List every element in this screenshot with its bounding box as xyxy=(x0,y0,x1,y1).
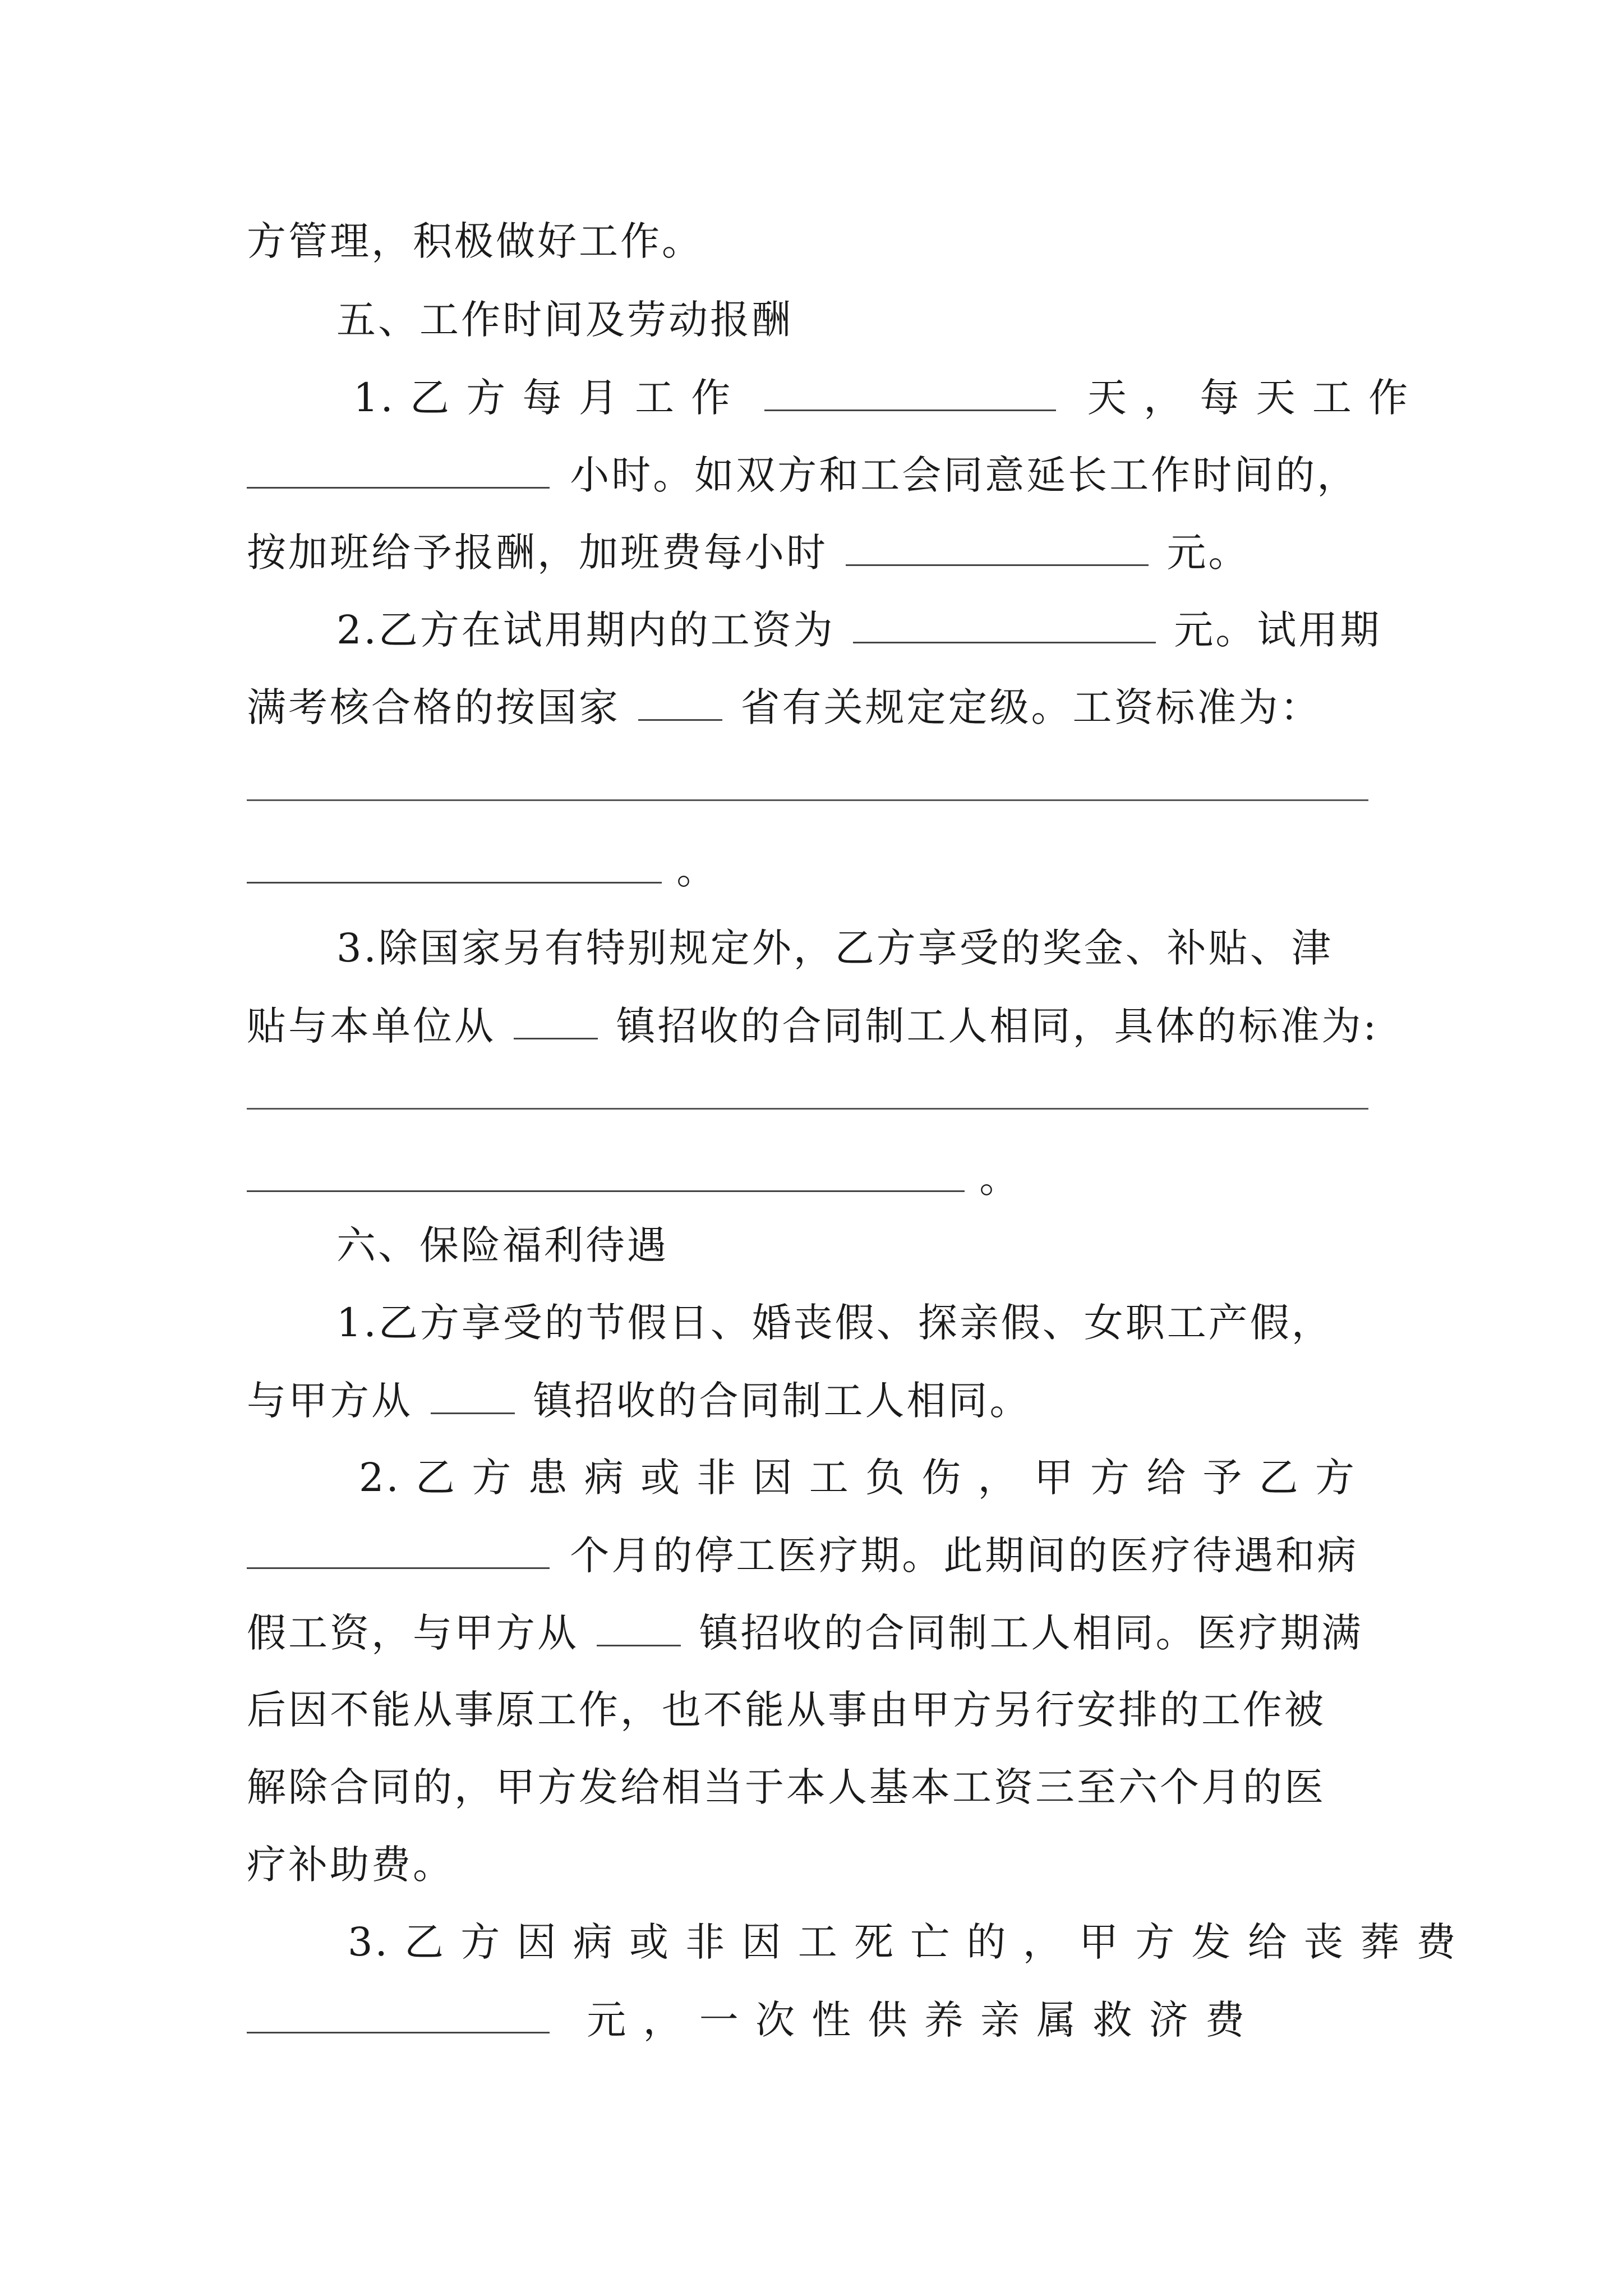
paragraph-line xyxy=(336,601,1391,658)
text-segment: 1. 乙 方 每 月 工 作 xyxy=(353,375,733,421)
fill-blank[interactable] xyxy=(247,447,550,489)
text-segment: 镇招收的合同制工人相同，具体的标准为: xyxy=(616,1003,1379,1049)
fill-blank[interactable] xyxy=(846,524,1149,566)
paragraph-line xyxy=(247,1527,1391,1584)
paragraph-line xyxy=(247,213,1391,269)
paragraph-line xyxy=(353,369,1410,426)
fill-line[interactable] xyxy=(247,1108,1368,1110)
text-segment: 3. 乙 方 因 病 或 非 因 工 死 亡 的 ， 甲 方 发 给 丧 葬 费 xyxy=(348,1919,1458,1965)
paragraph-line xyxy=(247,1150,1391,1207)
text-segment: 元 ， 一 次 性 供 养 亲 属 救 济 费 xyxy=(587,1997,1247,2043)
paragraph-line xyxy=(247,1604,1391,1661)
text-segment: 小时。如双方和工会同意延长工作时间的， xyxy=(570,452,1359,498)
text-segment: 与甲方从 xyxy=(247,1378,413,1424)
fill-blank[interactable] xyxy=(247,841,662,884)
text-segment: 元。试用期 xyxy=(1174,607,1382,653)
paragraph-line xyxy=(247,1991,1391,2048)
section-heading-6 xyxy=(336,1217,1481,1273)
text-segment: 方管理，积极做好工作。 xyxy=(247,218,703,264)
paragraph-line xyxy=(247,447,1391,503)
fill-blank[interactable] xyxy=(247,1991,550,2033)
paragraph-line xyxy=(247,841,1391,898)
fill-blank[interactable] xyxy=(247,1527,550,1569)
text-segment: 元。 xyxy=(1166,530,1250,576)
paragraph-line xyxy=(247,1837,1391,1893)
text-segment: 。 xyxy=(676,847,718,893)
text-segment: 按加班给予报酬，加班费每小时 xyxy=(247,530,828,576)
paragraph-line xyxy=(247,1682,1391,1738)
paragraph-line xyxy=(336,1295,1402,1351)
text-segment: 2. 乙 方 患 病 或 非 因 工 负 伤 ， 甲 方 给 予 乙 方 xyxy=(359,1455,1357,1501)
text-segment: 满考核合格的按国家 xyxy=(247,684,620,730)
fill-blank[interactable] xyxy=(597,1604,681,1646)
paragraph-line xyxy=(247,1759,1391,1815)
paragraph-line xyxy=(247,524,1391,581)
paragraph-line xyxy=(247,997,1391,1054)
text-segment: 疗补助费。 xyxy=(247,1842,454,1888)
paragraph-line xyxy=(348,1914,1458,1970)
text-segment: 五、工作时间及劳动报酬 xyxy=(336,297,793,343)
fill-blank[interactable] xyxy=(514,997,598,1039)
fill-blank[interactable] xyxy=(247,1150,965,1192)
text-segment: 1.乙方享受的节假日、婚丧假、探亲假、女职工产假， xyxy=(336,1300,1333,1346)
text-segment: 省有关规定定级。工资标准为： xyxy=(740,684,1322,730)
text-segment: 假工资，与甲方从 xyxy=(247,1610,579,1656)
text-segment: 镇招收的合同制工人相同。医疗期满 xyxy=(699,1610,1363,1656)
text-segment: 。 xyxy=(979,1156,1021,1202)
paragraph-line xyxy=(247,679,1391,735)
fill-blank[interactable] xyxy=(638,679,722,721)
paragraph-line xyxy=(247,1372,1391,1429)
text-segment: 贴与本单位从 xyxy=(247,1003,496,1049)
text-segment: 个月的停工医疗期。此期间的医疗待遇和病 xyxy=(570,1533,1359,1579)
text-segment: 六、保险福利待遇 xyxy=(336,1222,668,1268)
fill-blank[interactable] xyxy=(431,1372,515,1414)
text-segment: 2.乙方在试用期内的工资为 xyxy=(336,607,835,653)
fill-line[interactable] xyxy=(247,799,1368,801)
fill-blank[interactable] xyxy=(764,369,1056,411)
fill-blank[interactable] xyxy=(853,601,1156,643)
paragraph-line xyxy=(359,1450,1391,1506)
text-segment: 3.除国家另有特别规定外，乙方享受的奖金、补贴、津 xyxy=(336,925,1333,971)
text-segment: 后因不能从事原工作，也不能从事由甲方另行安排的工作被 xyxy=(247,1687,1326,1733)
text-segment: 解除合同的，甲方发给相当于本人基本工资三至六个月的医 xyxy=(247,1764,1326,1810)
text-segment: 天 ， 每 天 工 作 xyxy=(1087,375,1410,421)
text-segment: 镇招收的合同制工人相同。 xyxy=(533,1378,1031,1424)
paragraph-line xyxy=(336,920,1391,976)
section-heading-5 xyxy=(336,292,1481,348)
